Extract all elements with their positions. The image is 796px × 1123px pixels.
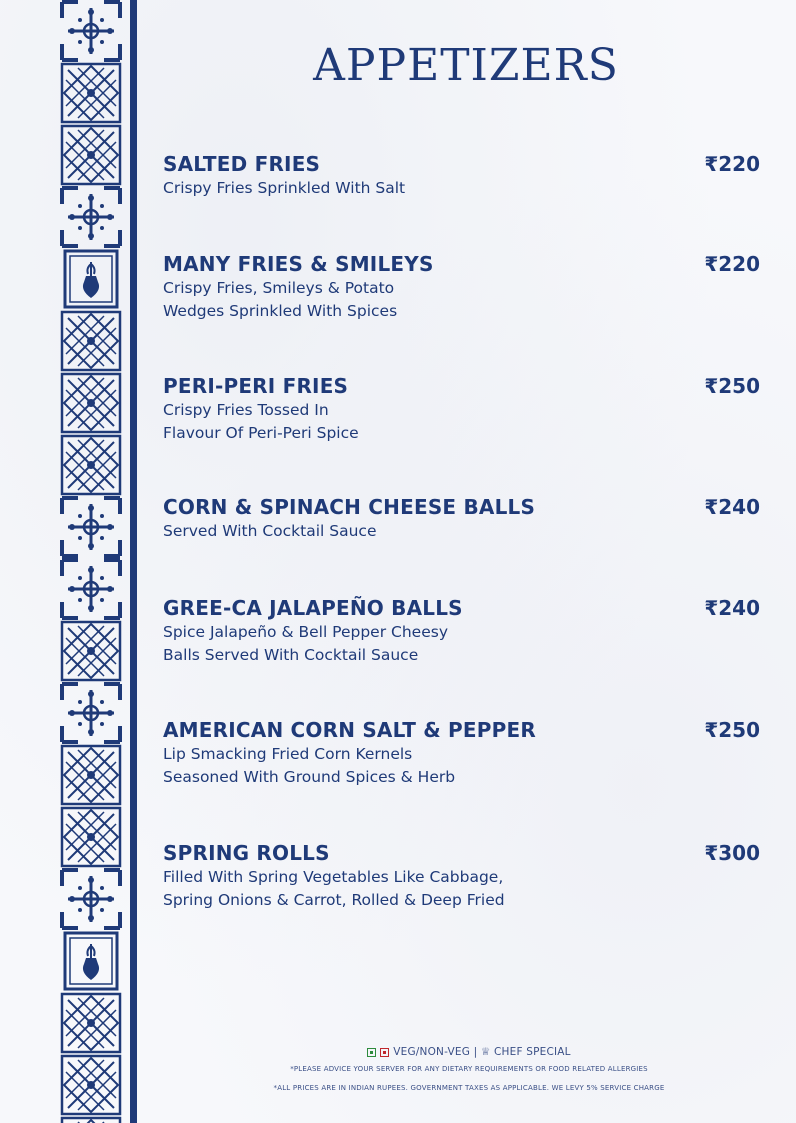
item-name: CORN & SPINACH CHEESE BALLS [163,495,536,519]
price-note: *ALL PRICES ARE IN INDIAN RUPEES. GOVERNMENT TAXES AS APPLICABLE. WE LEVY 5% SERVICE CHARGE [273,1084,665,1092]
lattice-tile-icon [60,372,122,434]
menu-item [163,716,763,788]
diet-legend [230,1046,708,1058]
item-price: ₹240 [704,596,760,620]
lattice-tile-icon [60,62,122,124]
lattice-tile-icon [60,744,122,806]
item-price: ₹300 [704,841,760,865]
lattice-tile-icon [60,992,122,1054]
lattice-tile-icon [60,434,122,496]
item-price: ₹250 [704,718,760,742]
menu-item [163,493,763,543]
menu-item [163,839,763,911]
cross-flower-tile-icon [60,0,122,62]
decorative-tile-border [60,0,122,1123]
item-description: Lip Smacking Fried Corn Kernels Seasoned With Ground Spices & Herb [163,745,456,786]
item-name: AMERICAN CORN SALT & PEPPER [163,718,536,742]
footer [230,1046,708,1094]
lattice-tile-icon [60,806,122,868]
item-description: Crispy Fries Sprinkled With Salt [163,179,406,197]
page-title: APPETIZERS [313,40,619,91]
vase-tile-icon [60,930,122,992]
item-name: PERI-PERI FRIES [163,374,349,398]
nonveg-indicator-icon [380,1048,389,1057]
lattice-tile-icon [60,1054,122,1116]
legend-text: VEG/NON-VEG | ♕ CHEF SPECIAL [393,1046,571,1058]
item-description: Served With Cocktail Sauce [163,522,377,540]
border-rule [130,0,137,1123]
cross-flower-tile-icon [60,558,122,620]
cross-flower-tile-icon [60,186,122,248]
lattice-tile-icon [60,124,122,186]
cross-flower-tile-icon [60,868,122,930]
veg-indicator-icon [367,1048,376,1057]
item-name: SALTED FRIES [163,152,321,176]
lattice-tile-icon [60,1116,122,1123]
cross-flower-tile-icon [60,496,122,558]
lattice-tile-icon [60,620,122,682]
lattice-tile-icon [60,310,122,372]
menu-item [163,594,763,666]
item-price: ₹220 [704,152,760,176]
item-description: Spice Jalapeño & Bell Pepper Cheesy Balls Served With Cocktail Sauce [163,623,448,664]
item-description: Filled With Spring Vegetables Like Cabbage, Spring Onions & Carrot, Rolled & Deep Fried [163,868,505,909]
menu-item [163,372,763,444]
item-price: ₹220 [704,252,760,276]
menu-item [163,150,763,200]
item-price: ₹240 [704,495,760,519]
item-description: Crispy Fries Tossed In Flavour Of Peri-Peri Spice [163,401,359,442]
item-name: GREE-CA JALAPEÑO BALLS [163,596,463,620]
menu-item [163,250,763,322]
vase-tile-icon [60,248,122,310]
item-name: MANY FRIES & SMILEYS [163,252,434,276]
dietary-note: *PLEASE ADVICE YOUR SERVER FOR ANY DIETARY REQUIREMENTS OR FOOD RELATED ALLERGIES [290,1065,648,1073]
item-name: SPRING ROLLS [163,841,330,865]
item-description: Crispy Fries, Smileys & Potato Wedges Sprinkled With Spices [163,279,398,320]
item-price: ₹250 [704,374,760,398]
cross-flower-tile-icon [60,682,122,744]
